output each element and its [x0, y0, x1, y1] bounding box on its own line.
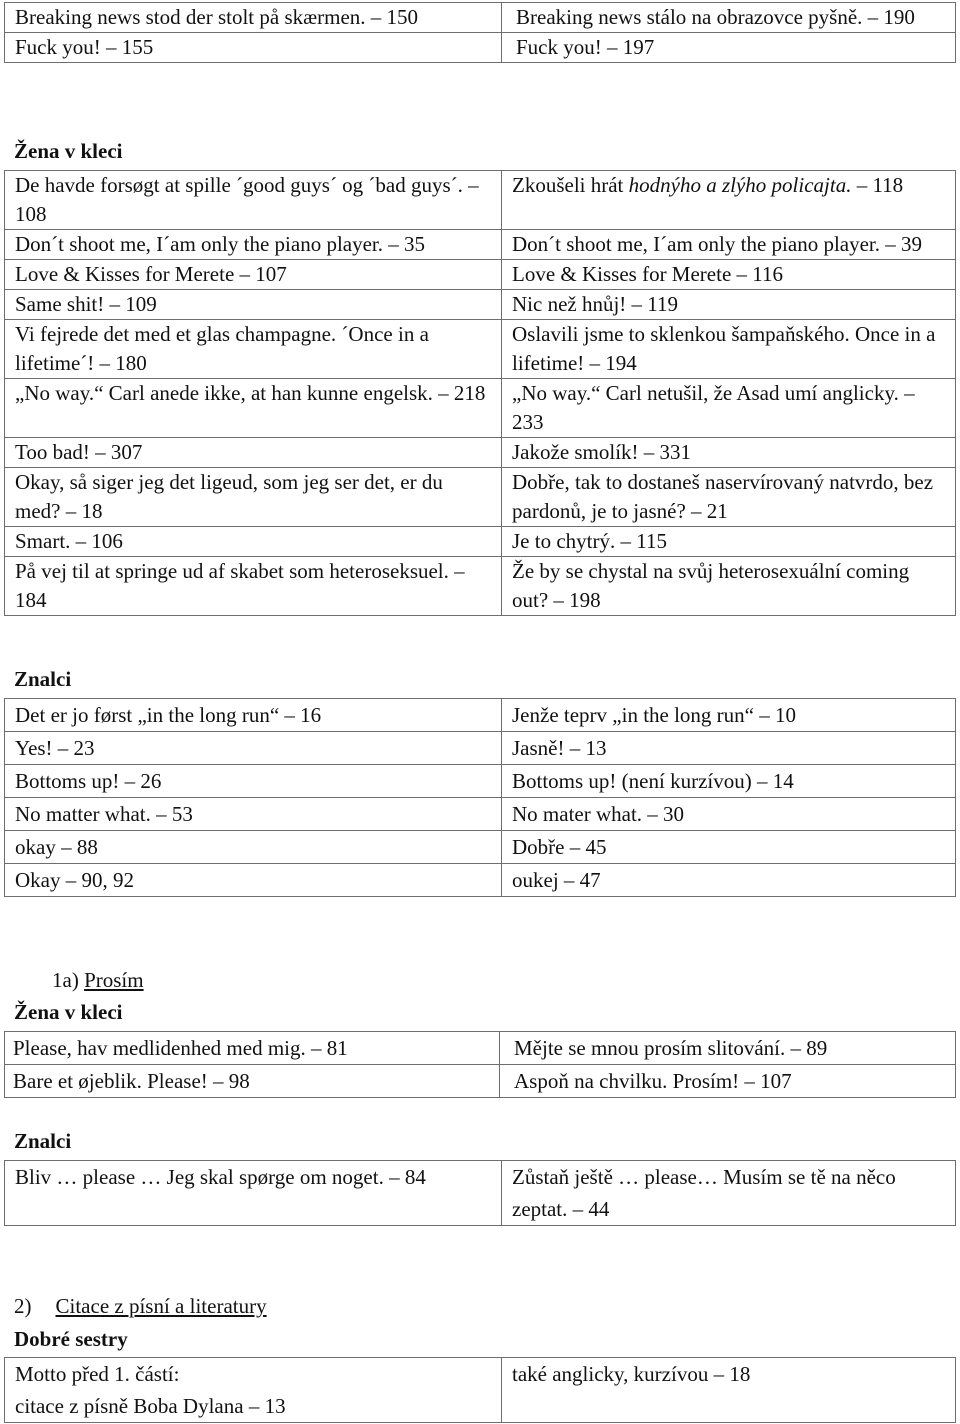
zena-table: [4, 170, 956, 616]
table-cell: De havde forsøgt at spille ´good guys´ og ´bad guys´. – 108: [5, 171, 502, 230]
section-heading-znalci: Znalci: [14, 667, 72, 691]
table-cell: Okay, så siger jeg det ligeud, som jeg ser det, er du med? – 18: [5, 468, 502, 527]
citace-table: [4, 1357, 956, 1423]
table-cell: Bare et øjeblik. Please! – 98: [5, 1065, 500, 1098]
table-cell: Vi fejrede det med et glas champagne. ´Once in a lifetime´! – 180: [5, 320, 502, 379]
section-heading-dobre-sestry: Dobré sestry: [14, 1327, 128, 1351]
table-cell: Smart. – 106: [5, 527, 502, 557]
table-cell: Det er jo først „in the long run“ – 16: [5, 699, 502, 732]
table-cell: Fuck you! – 155: [5, 33, 502, 63]
section-title: Prosím: [84, 968, 144, 992]
section-heading-znalci-1a: Znalci: [14, 1129, 72, 1153]
table-row: [5, 290, 956, 320]
table-row: [5, 1358, 956, 1423]
table-row: [5, 379, 956, 438]
table-cell: „No way.“ Carl netušil, že Asad umí anglicky. – 233: [502, 379, 956, 438]
cell-line: citace z písně Boba Dylana – 13: [15, 1394, 286, 1418]
top-table: [4, 2, 956, 63]
table-row: [5, 699, 956, 732]
table-cell: Don´t shoot me, I´am only the piano player. – 35: [5, 230, 502, 260]
table-cell: Mějte se mnou prosím slitování. – 89: [500, 1032, 956, 1065]
table-cell: No mater what. – 30: [502, 798, 956, 831]
section-title-1a: [52, 966, 144, 995]
table-cell: okay – 88: [5, 831, 502, 864]
table-row: [5, 1065, 956, 1098]
table-cell: Bottoms up! (není kurzívou) – 14: [502, 765, 956, 798]
table-cell: Oslavili jsme to sklenkou šampaňského. Once in a lifetime! – 194: [502, 320, 956, 379]
table-cell: Zůstaň ještě … please… Musím se tě na něco zeptat. – 44: [502, 1161, 956, 1226]
table-cell: Aspoň na chvilku. Prosím! – 107: [500, 1065, 956, 1098]
table-cell: Please, hav medlidenhed med mig. – 81: [5, 1032, 500, 1065]
section-number: 2): [14, 1294, 32, 1318]
table-cell: Fuck you! – 197: [502, 33, 956, 63]
text-run: Zkoušeli hrát: [512, 173, 629, 197]
table-cell: Breaking news stod der stolt på skærmen. – 150: [5, 3, 502, 33]
table-row: [5, 230, 956, 260]
table-cell: No matter what. – 53: [5, 798, 502, 831]
znalci-table-block: [4, 698, 956, 897]
section-number: 1a): [52, 968, 85, 992]
prosim-znalci-table-block: [4, 1160, 956, 1226]
table-cell: Don´t shoot me, I´am only the piano player. – 39: [502, 230, 956, 260]
table-cell: Bliv … please … Jeg skal spørge om noget. – 84: [5, 1161, 502, 1226]
table-row: [5, 171, 956, 230]
text-run: – 118: [851, 173, 904, 197]
table-cell: Dobře, tak to dostaneš naservírovaný natvrdo, bez pardonů, je to jasné? – 21: [502, 468, 956, 527]
table-cell: také anglicky, kurzívou – 18: [502, 1358, 956, 1423]
table-cell: Nic než hnůj! – 119: [502, 290, 956, 320]
prosim-znalci-table: [4, 1160, 956, 1226]
table-cell: Jakože smolík! – 331: [502, 438, 956, 468]
znalci-table: [4, 698, 956, 897]
table-row: [5, 1032, 956, 1065]
table-cell: Že by se chystal na svůj heterosexuální coming out? – 198: [502, 557, 956, 616]
section-title-2: [14, 1292, 267, 1321]
table-cell: Yes! – 23: [5, 732, 502, 765]
italic-text: hodnýho a zlýho policajta.: [628, 173, 852, 197]
table-cell: Same shit! – 109: [5, 290, 502, 320]
table-cell: „No way.“ Carl anede ikke, at han kunne engelsk. – 218: [5, 379, 502, 438]
table-row: [5, 831, 956, 864]
table-cell: Jasně! – 13: [502, 732, 956, 765]
table-cell: Bottoms up! – 26: [5, 765, 502, 798]
cell-line: Motto před 1. částí:: [15, 1362, 180, 1386]
table-row: [5, 320, 956, 379]
table-row: [5, 468, 956, 527]
table-cell: Love & Kisses for Merete – 116: [502, 260, 956, 290]
table-row: [5, 1161, 956, 1226]
table-cell: Okay – 90, 92: [5, 864, 502, 897]
table-row: [5, 557, 956, 616]
table-row: [5, 438, 956, 468]
citace-table-block: [4, 1357, 956, 1423]
table-row: [5, 765, 956, 798]
zena-table-block: [4, 170, 956, 616]
table-cell: Je to chytrý. – 115: [502, 527, 956, 557]
table-cell: Jenže teprv „in the long run“ – 10: [502, 699, 956, 732]
table-row: [5, 3, 956, 33]
table-cell: Dobře – 45: [502, 831, 956, 864]
table-row: [5, 33, 956, 63]
prosim-zena-table: [4, 1031, 956, 1098]
table-cell: På vej til at springe ud af skabet som heteroseksuel. – 184: [5, 557, 502, 616]
table-row: [5, 527, 956, 557]
table-cell: Love & Kisses for Merete – 107: [5, 260, 502, 290]
section-heading-zena-1a: Žena v kleci: [14, 1000, 123, 1024]
table-cell: Too bad! – 307: [5, 438, 502, 468]
table-row: [5, 260, 956, 290]
table-cell: Breaking news stálo na obrazovce pyšně. – 190: [502, 3, 956, 33]
prosim-zena-table-block: [4, 1031, 956, 1098]
table-cell: [502, 171, 956, 230]
table-cell: [5, 1358, 502, 1423]
table-row: [5, 732, 956, 765]
section-title: Citace z písní a literatury: [55, 1294, 267, 1318]
table-row: [5, 864, 956, 897]
top-table-block: [4, 2, 956, 63]
section-heading-zena: Žena v kleci: [14, 139, 123, 163]
table-cell: oukej – 47: [502, 864, 956, 897]
table-row: [5, 798, 956, 831]
